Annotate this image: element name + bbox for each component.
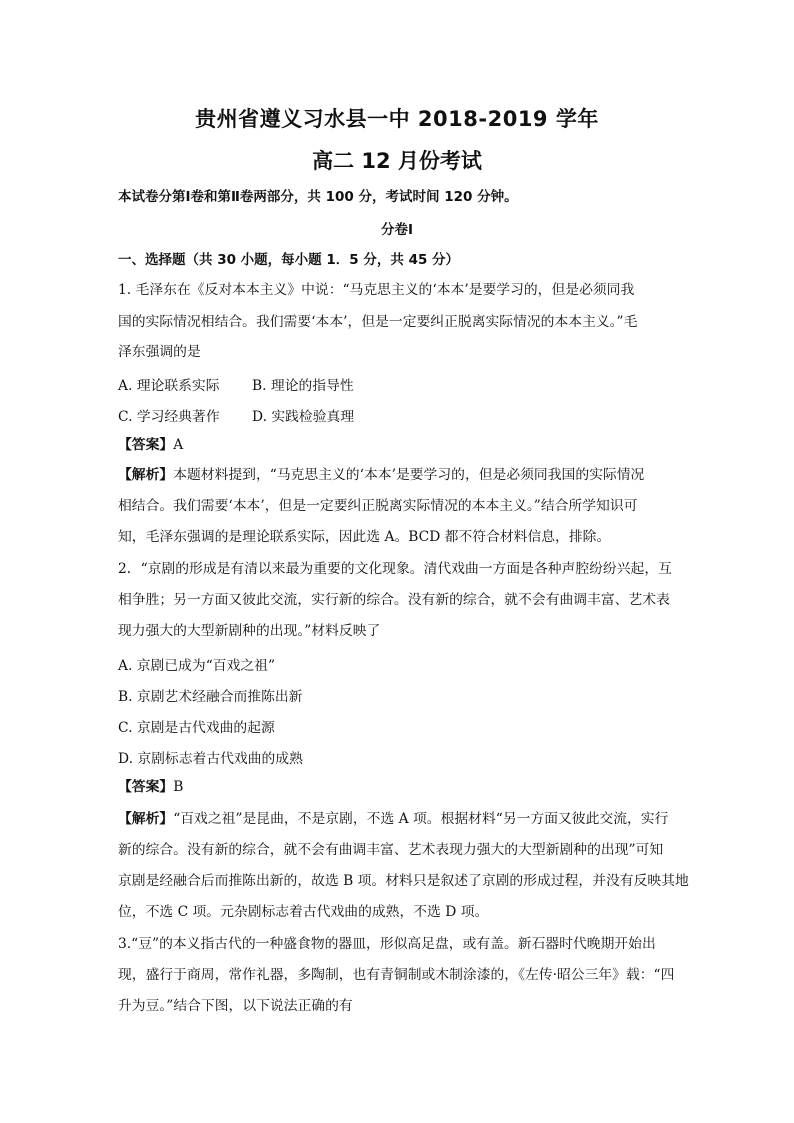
q1-answer [118,436,683,454]
q1-option-b: B. 理论的指导性 [252,378,354,394]
analysis-tag: 【解析】 [118,811,174,827]
q1-analysis-line [118,466,683,484]
volume-heading: 分卷Ⅰ [380,222,414,238]
q3-stem-line: 升为豆。”结合下图，以下说法正确的有 [118,998,353,1014]
exam-title: 贵州省遵义习水县一中 2018-2019 学年 [195,107,599,131]
q2-option-d: D. 京剧标志着古代戏曲的成熟 [118,751,303,767]
q1-analysis-line: 相结合。我们需要‘本本’，但是一定要纠正脱离实际情况的本本主义。”结合所学知识可 [118,498,638,514]
q2-analysis-line: 京剧是经融合后而推陈出新的，故选 B 项。材料只是叙述了京剧的形成过程，并没有反映其地 [118,873,689,889]
q2-analysis-line [118,810,683,828]
analysis-text: “百戏之祖”是昆曲，不是京剧，不选 A 项。根据材料“另一方面又彼此交流，实行 [173,811,669,827]
exam-subtitle: 高二 12 月份考试 [312,149,482,173]
q1-option-a: A. 理论联系实际 [118,378,220,394]
q2-analysis-line: 新的综合。没有新的综合，就不会有曲调丰富、艺术表现力强大的大型新剧种的出现”可知 [118,842,664,858]
exam-info: 本试卷分第Ⅰ卷和第Ⅱ卷两部分，共 100 分，考试时间 120 分钟。 [118,189,518,205]
answer-value: A [173,437,184,453]
q1-analysis-line: 知，毛泽东强调的是理论联系实际，因此选 A。BCD 都不符合材料信息，排除。 [118,529,611,545]
q2-stem-line: 2．“京剧的形成是有清以来最为重要的文化现象。清代戏曲一方面是各种声腔纷纷兴起，互 [118,561,672,577]
q2-option-c: C. 京剧是古代戏曲的起源 [118,720,275,736]
q1-option-c: C. 学习经典著作 [118,409,220,425]
q2-answer [118,778,683,796]
answer-tag: 【答案】 [118,779,174,795]
q1-option-d: D. 实践检验真理 [252,409,355,425]
q1-stem-line: 1. 毛泽东在《反对本本主义》中说：“马克思主义的‘本本’是要学习的，但是必须同我 [118,282,635,298]
answer-value: B [173,779,184,795]
q1-stem-line: 国的实际情况相结合。我们需要‘本本’，但是一定要纠正脱离实际情况的本本主义。”毛 [118,314,638,330]
analysis-text: 本题材料提到，“马克思主义的‘本本’是要学习的，但是必须同我国的实际情况 [173,467,645,483]
q2-stem-line: 相争胜；另一方面又彼此交流，实行新的综合。没有新的综合，就不会有曲调丰富、艺术表 [118,592,670,608]
q2-option-b: B. 京剧艺术经融合而推陈出新 [118,689,303,705]
q2-stem-line: 现力强大的大型新剧种的出现。”材料反映了 [118,623,381,639]
q2-analysis-line: 位，不选 C 项。元杂剧标志着古代戏曲的成熟，不选 D 项。 [118,904,489,920]
answer-tag: 【答案】 [118,437,174,453]
q1-stem-line: 泽东强调的是 [118,344,201,360]
q3-stem-line: 现，盛行于商周，常作礼器，多陶制，也有青铜制或木制涂漆的，《左传·昭公三年》载：“四 [118,967,675,983]
analysis-tag: 【解析】 [118,467,174,483]
q3-stem-line: 3.“豆”的本义指古代的一种盛食物的器皿，形似高足盘，或有盖。新石器时代晚期开始出 [118,936,656,952]
q2-option-a: A. 京剧已成为“百戏之祖” [118,658,276,674]
section-heading: 一、选择题（共 30 小题，每小题 1．5 分，共 45 分） [118,252,460,268]
